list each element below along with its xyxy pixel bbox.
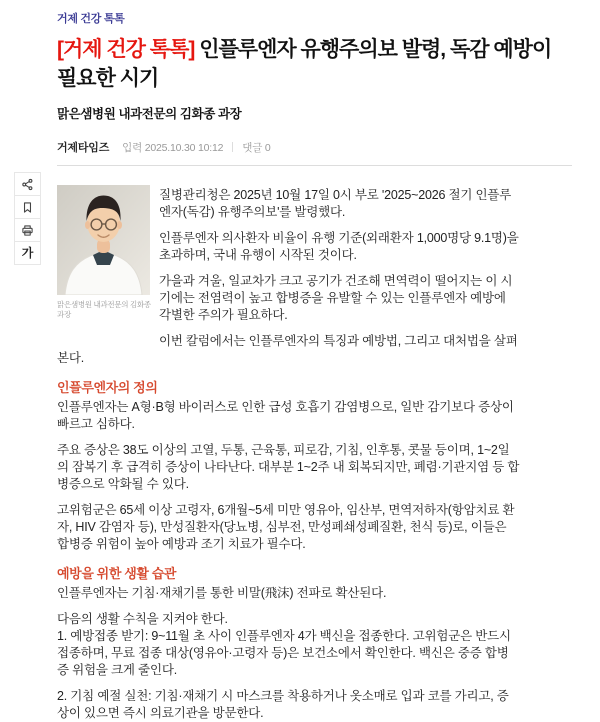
print-button[interactable]	[14, 218, 41, 242]
share-button[interactable]	[14, 172, 41, 196]
article-subtitle: 맑은샘병원 내과전문의 김화종 과장	[57, 107, 242, 121]
side-toolbar	[14, 172, 41, 265]
print-icon	[21, 224, 34, 237]
publisher-name[interactable]: 거제타임즈	[57, 142, 110, 154]
byline	[57, 139, 572, 155]
category-link[interactable]: 거제 건강 톡톡	[57, 13, 125, 25]
author-caption: 맑은샘병원 내과전문의 김화종 과장	[57, 300, 151, 319]
bookmark-icon	[21, 201, 34, 214]
share-icon	[21, 178, 34, 191]
article-body	[57, 187, 520, 722]
section-heading-definition: 인플루엔자의 정의	[57, 380, 158, 395]
paragraph: 고위험군은 65세 이상 고령자, 6개월~5세 미만 영유아, 임산부, 면역저하자(항암치료 환자, HIV 감염자 등), 만성질환자(당뇨병, 심부전, 만성폐쇄성폐질환, 천식 등)로, 이들은 합병증 위험이 높아 예방과 조기 치료가 필수다.	[57, 503, 515, 551]
author-figure	[57, 185, 150, 320]
bookmark-button[interactable]	[14, 195, 41, 219]
paragraph: 다음의 생활 수칙을 지켜야 한다.	[57, 612, 228, 626]
font-size-button[interactable]	[14, 241, 41, 265]
paragraph: 인플루엔자는 기침·재채기를 통한 비말(飛沫) 전파로 확산된다.	[57, 586, 387, 600]
paragraph: 이번 칼럼에서는 인플루엔자의 특징과 예방법, 그리고 대처법을 살펴본다.	[57, 334, 518, 365]
title-category-tag: [거제 건강 톡톡]	[57, 38, 195, 61]
paragraph: 주요 증상은 38도 이상의 고열, 두통, 근육통, 피로감, 기침, 인후통, 콧물 등이며, 1~2일의 잠복기 후 급격히 증상이 나타난다. 대부분 1~2주 내 회복되지만, 폐렴·기관지염 등 합병증으로 악화될 수 있다.	[57, 443, 520, 491]
paragraph: 가을과 겨울, 일교차가 크고 공기가 건조해 면역력이 떨어지는 이 시기에는 전염력이 높고 합병증을 유발할 수 있는 인플루엔자 예방에 각별한 주의가 필요하다.	[159, 274, 513, 322]
section-heading-prevention: 예방을 위한 생활 습관	[57, 566, 177, 581]
font-size-icon: 가	[21, 246, 34, 260]
comment-count[interactable]: 댓글 0	[242, 141, 271, 154]
author-photo	[57, 185, 150, 295]
publish-date: 입력 2025.10.30 10:12	[122, 141, 224, 154]
paragraph: 1. 예방접종 받기: 9~11월 초 사이 인플루엔자 4가 백신을 접종한다. 고위험군은 반드시 접종하며, 무료 접종 대상(영유아·고령자 등)은 보건소에서 확인한다. 백신은 중증 합병증 위험을 크게 줄인다.	[57, 629, 511, 677]
paragraph: 인플루엔자는 A형·B형 바이러스로 인한 급성 호흡기 감염병으로, 일반 감기보다 증상이 빠르고 심하다.	[57, 400, 514, 431]
byline-divider	[232, 142, 233, 152]
page-title	[57, 36, 572, 93]
paragraph: 인플루엔자 의사환자 비율이 유행 기준(외래환자 1,000명당 9.1명)을 초과하며, 국내 유행이 시작된 것이다.	[159, 231, 519, 262]
header-divider	[57, 165, 572, 166]
paragraph: 2. 기침 예절 실천: 기침·재채기 시 마스크를 착용하거나 옷소매로 입과 코를 가리고, 증상이 있으면 즉시 의료기관을 방문한다.	[57, 689, 509, 720]
paragraph: 질병관리청은 2025년 10월 17일 0시 부로 '2025~2026 절기 인플루엔자(독감) 유행주의보'를 발령했다.	[159, 188, 512, 219]
title-main-text: 인플루엔자 유행주의보 발령, 독감 예방이 필요한 시기	[57, 38, 552, 90]
article-header	[0, 0, 600, 166]
